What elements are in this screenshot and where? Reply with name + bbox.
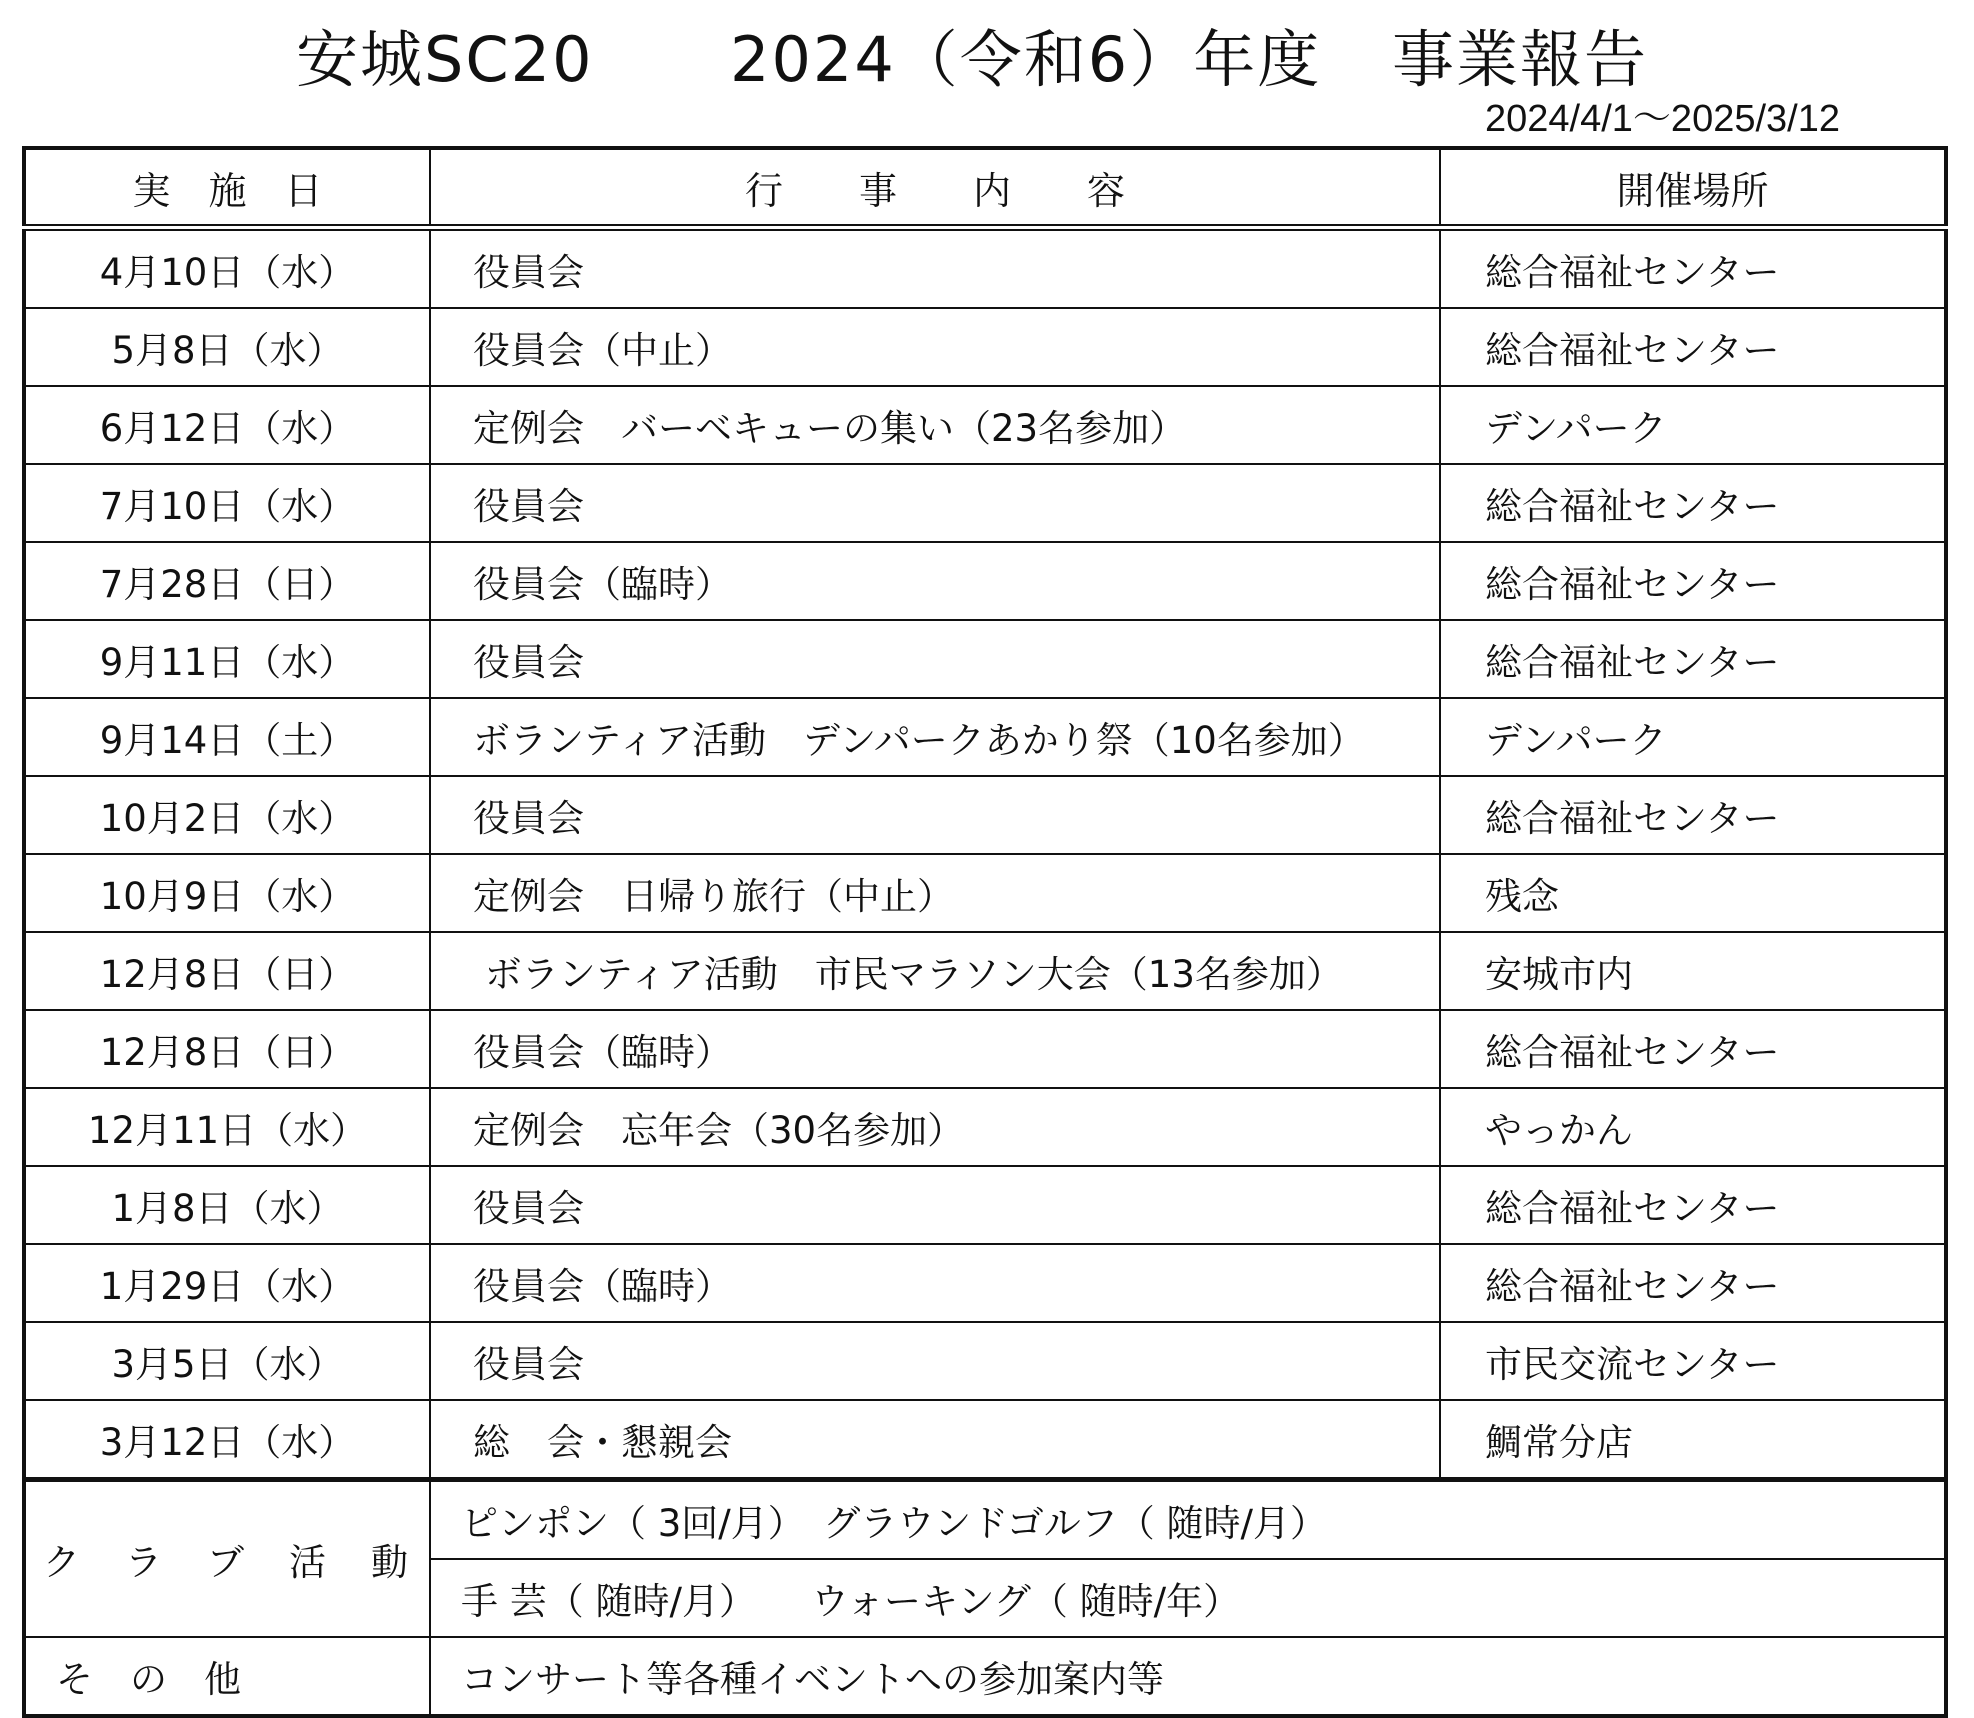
cell-content: 役員会（臨時）: [430, 1244, 1440, 1322]
cell-content: 役員会（中止）: [430, 308, 1440, 386]
table-row: [24, 1244, 1946, 1322]
cell-content: 定例会 バーベキューの集い（23名参加）: [430, 386, 1440, 464]
table-row: [24, 932, 1946, 1010]
table-row: [24, 386, 1946, 464]
cell-content: 役員会: [430, 620, 1440, 698]
club-label: ク ラ ブ 活 動: [24, 1480, 430, 1638]
table-row: [24, 464, 1946, 542]
cell-place: デンパーク: [1440, 698, 1946, 776]
club-activities-line-1: ピンポン（ 3回/月） グラウンドゴルフ（ 随時/月）: [430, 1480, 1946, 1560]
cell-content: ボランティア活動 デンパークあかり祭（10名参加）: [430, 698, 1440, 776]
table-header-row: [24, 148, 1946, 228]
title-fiscal-year: 2024（令和6）年度: [730, 23, 1322, 96]
table-row: [24, 620, 1946, 698]
cell-place: 総合福祉センター: [1440, 308, 1946, 386]
cell-place: 残念: [1440, 854, 1946, 932]
cell-date: 1月8日（水）: [24, 1166, 430, 1244]
cell-place: 安城市内: [1440, 932, 1946, 1010]
cell-date: 5月8日（水）: [24, 308, 430, 386]
cell-content: 定例会 日帰り旅行（中止）: [430, 854, 1440, 932]
table-row: [24, 542, 1946, 620]
cell-place: 総合福祉センター: [1440, 228, 1946, 309]
cell-date: 4月10日（水）: [24, 228, 430, 309]
table-row: [24, 1166, 1946, 1244]
club-row-1: [24, 1480, 1946, 1560]
table-row: [24, 1010, 1946, 1088]
cell-date: 3月5日（水）: [24, 1322, 430, 1400]
table-row: [24, 1400, 1946, 1480]
event-table: [22, 146, 1948, 1718]
table-row: [24, 776, 1946, 854]
cell-place: 総合福祉センター: [1440, 776, 1946, 854]
table-row: [24, 698, 1946, 776]
page-title: [0, 10, 1974, 110]
cell-content: 役員会: [430, 228, 1440, 309]
event-rows: [24, 228, 1946, 1480]
header-place: 開催場所: [1440, 148, 1946, 228]
cell-content: 総 会・懇親会: [430, 1400, 1440, 1480]
table-row: [24, 1322, 1946, 1400]
cell-content: ボランティア活動 市民マラソン大会（13名参加）: [430, 932, 1440, 1010]
cell-place: やっかん: [1440, 1088, 1946, 1166]
table-row: [24, 228, 1946, 309]
other-text: コンサート等各種イベントへの参加案内等: [430, 1637, 1946, 1716]
cell-date: 12月11日（水）: [24, 1088, 430, 1166]
cell-date: 10月2日（水）: [24, 776, 430, 854]
title-report: 事業報告: [1392, 23, 1649, 96]
table-row: [24, 308, 1946, 386]
title-org: 安城SC20: [296, 23, 594, 96]
cell-place: 総合福祉センター: [1440, 620, 1946, 698]
cell-content: 役員会: [430, 1166, 1440, 1244]
cell-place: 総合福祉センター: [1440, 464, 1946, 542]
cell-place: 鯛常分店: [1440, 1400, 1946, 1480]
table-row: [24, 854, 1946, 932]
other-row: [24, 1637, 1946, 1716]
cell-date: 6月12日（水）: [24, 386, 430, 464]
cell-date: 12月8日（日）: [24, 1010, 430, 1088]
cell-place: 総合福祉センター: [1440, 1244, 1946, 1322]
table-row: [24, 1088, 1946, 1166]
header-date: 実 施 日: [24, 148, 430, 228]
cell-place: 総合福祉センター: [1440, 542, 1946, 620]
report-period: 2024/4/1～2025/3/12: [1485, 98, 1840, 140]
cell-date: 3月12日（水）: [24, 1400, 430, 1480]
cell-place: 市民交流センター: [1440, 1322, 1946, 1400]
header-content: 行 事 内 容: [430, 148, 1440, 228]
cell-place: 総合福祉センター: [1440, 1166, 1946, 1244]
cell-content: 定例会 忘年会（30名参加）: [430, 1088, 1440, 1166]
cell-date: 1月29日（水）: [24, 1244, 430, 1322]
cell-place: 総合福祉センター: [1440, 1010, 1946, 1088]
cell-date: 12月8日（日）: [24, 932, 430, 1010]
cell-date: 7月28日（日）: [24, 542, 430, 620]
cell-date: 9月11日（水）: [24, 620, 430, 698]
cell-date: 7月10日（水）: [24, 464, 430, 542]
cell-content: 役員会（臨時）: [430, 542, 1440, 620]
cell-content: 役員会（臨時）: [430, 1010, 1440, 1088]
other-label: そ の 他: [24, 1637, 430, 1716]
club-activities-line-2: 手 芸（ 随時/月） ウォーキング（ 随時/年）: [430, 1559, 1946, 1637]
cell-content: 役員会: [430, 776, 1440, 854]
cell-content: 役員会: [430, 464, 1440, 542]
cell-content: 役員会: [430, 1322, 1440, 1400]
cell-place: デンパーク: [1440, 386, 1946, 464]
cell-date: 9月14日（土）: [24, 698, 430, 776]
cell-date: 10月9日（水）: [24, 854, 430, 932]
